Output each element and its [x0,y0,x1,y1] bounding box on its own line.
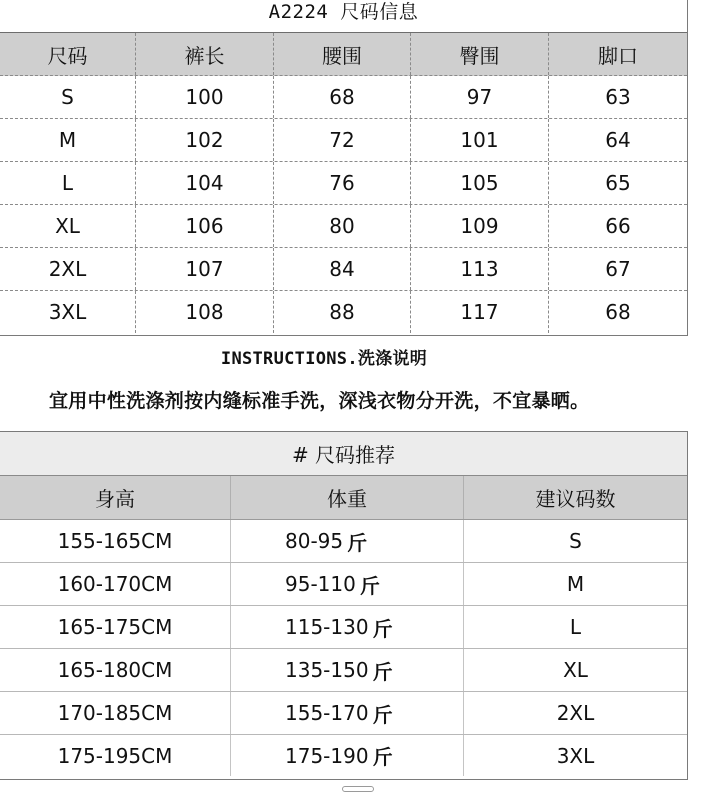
header-height: 身高 [0,476,231,519]
table-row [0,205,687,248]
table-cell: 2XL [0,248,136,290]
table-cell: 113 [411,248,549,290]
table-row [0,606,687,649]
table-row [0,692,687,735]
size-table-header-row [0,33,687,76]
table-cell: 97 [411,76,549,118]
weight-value: 80-95 [285,529,344,553]
table-cell [231,649,464,691]
weight-unit: 斤 [372,659,393,684]
header-weight: 体重 [231,476,464,519]
table-cell: 106 [136,205,274,247]
table-cell: L [569,615,582,639]
instructions-text: 宜用中性洗涤剂按内缝标准手洗，深浅衣物分开洗，不宜暴晒。 [49,390,590,412]
table-cell: 65 [605,171,631,195]
table-cell [231,563,464,605]
table-cell: 105 [411,162,549,204]
recommend-table-header-row [0,476,687,520]
table-row [0,520,687,563]
table-cell: 64 [605,128,631,152]
table-cell: 108 [136,291,274,333]
table-cell: 165-180CM [0,649,231,691]
table-cell: 165-175CM [0,606,231,648]
weight-unit: 斤 [359,573,380,598]
table-cell: 67 [605,257,631,281]
table-row [0,119,687,162]
table-row [0,649,687,692]
recommend-table [0,431,688,780]
table-cell: 117 [411,291,549,333]
weight-unit: 斤 [372,702,393,727]
bottom-edge-tab [342,786,374,792]
table-cell: S [569,529,582,553]
table-cell: 109 [411,205,549,247]
table-cell: 170-185CM [0,692,231,734]
recommend-table-title: # 尺码推荐 [0,432,687,476]
table-cell: 101 [411,119,549,161]
header-suggested-size: 建议码数 [535,487,616,511]
table-cell: 66 [605,214,631,238]
size-table-title: A2224 尺码信息 [0,0,687,33]
table-cell: L [0,162,136,204]
header-size: 尺码 [0,33,136,75]
table-row [0,248,687,291]
table-cell: S [0,76,136,118]
table-cell: XL [0,205,136,247]
table-cell [231,692,464,734]
table-row [0,162,687,205]
table-cell: M [566,572,585,596]
header-hip: 臀围 [411,33,549,75]
table-cell: 76 [274,162,411,204]
instructions-heading: INSTRUCTIONS.洗涤说明 [220,349,428,369]
table-cell: 3XL [0,291,136,333]
table-cell: 104 [136,162,274,204]
weight-unit: 斤 [347,530,368,555]
table-cell: 84 [274,248,411,290]
table-cell [231,735,464,776]
table-row [0,735,687,776]
table-cell: 100 [136,76,274,118]
table-row [0,291,687,333]
table-cell: 102 [136,119,274,161]
header-pants-length: 裤长 [136,33,274,75]
table-cell [231,606,464,648]
table-cell: XL [563,658,588,682]
table-cell: 160-170CM [0,563,231,605]
table-cell: 155-165CM [0,520,231,562]
table-cell: 88 [274,291,411,333]
table-cell: 107 [136,248,274,290]
header-waist: 腰围 [274,33,411,75]
weight-value: 155-170 [285,701,369,725]
table-cell: 2XL [556,701,595,725]
header-leg-opening: 脚口 [598,43,638,68]
weight-unit: 斤 [372,745,393,769]
table-cell: 68 [274,76,411,118]
table-cell: 175-195CM [0,735,231,776]
weight-value: 115-130 [285,615,369,639]
table-cell: 72 [274,119,411,161]
table-cell: 68 [605,300,631,324]
table-cell: M [0,119,136,161]
weight-unit: 斤 [372,616,393,641]
weight-value: 95-110 [285,572,356,596]
table-cell [231,520,464,562]
size-table [0,0,688,336]
weight-value: 135-150 [285,658,369,682]
weight-value: 175-190 [285,743,369,768]
table-cell: 80 [274,205,411,247]
table-row [0,563,687,606]
table-cell: 63 [605,85,631,109]
table-row [0,76,687,119]
table-cell: 3XL [556,743,595,768]
